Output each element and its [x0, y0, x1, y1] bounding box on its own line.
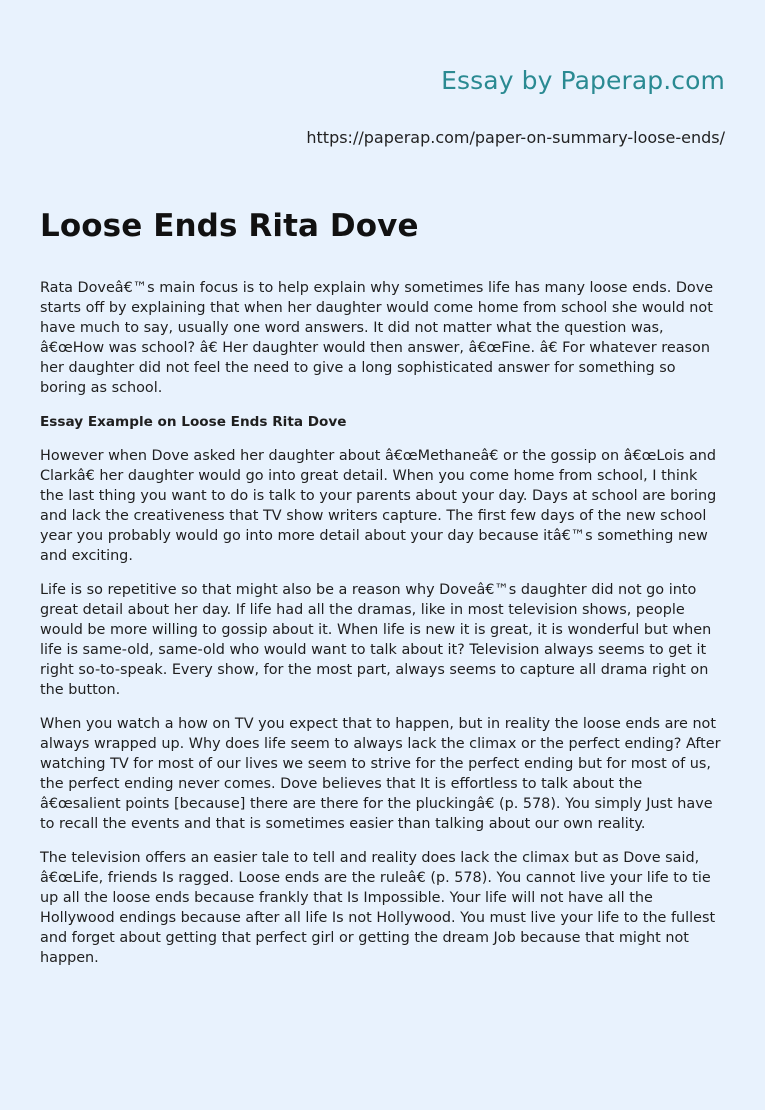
- source-url-link[interactable]: https://paperap.com/paper-on-summary-loose-ends/: [306, 128, 725, 147]
- paragraph: However when Dove asked her daughter about â€œMethaneâ€ or the gossip on â€œLois and Clarkâ€ her daughter would go into great detail. When you come home from school, I think the last thing you want to do is talk to your parents about your day. Days at school are boring and lack the creativeness that TV show writers capture. The first few days of the new school year you probably would go into more detail about your day because itâ€™s something new and exciting.: [40, 448, 717, 564]
- page-title: Loose Ends Rita Dove: [40, 208, 419, 244]
- site-brand-link[interactable]: Essay by Paperap.com: [441, 66, 725, 95]
- paragraph: The television offers an easier tale to tell and reality does lack the climax but as Dove said, â€œLife, friends Is ragged. Loose ends are the ruleâ€ (p. 578). You cannot live your life to tie up all the loose ends because frankly that Is Impossible. Your life will not have all the Hollywood endings because after all life Is not Hollywood. You must live your life to the fullest and forget about getting that perfect girl or getting the dream Job because that might not happen.: [40, 850, 716, 966]
- essay-example-heading: Essay Example on Loose Ends Rita Dove: [40, 414, 347, 430]
- paragraph: When you watch a how on TV you expect that to happen, but in reality the loose ends are not always wrapped up. Why does life seem to always lack the climax or the perfect ending? After watching TV for most of our lives we seem to strive for the perfect ending but for most of us, the perfect ending never comes. Dove believes that It is effortless to talk about the â€œsalient points [because] there are there for the pluckingâ€ (p. 578). You simply Just have to recall the events and that is sometimes easier than talking about our own reality.: [40, 716, 721, 832]
- article-body: [40, 278, 725, 982]
- paragraph: Rata Doveâ€™s main focus is to help explain why sometimes life has many loose ends. Dove starts off by explaining that when her daughter would come home from school she would not have much to say, usually one word answers. It did not matter what the question was, â€œHow was school? â€ Her daughter would then answer, â€œFine. â€ For whatever reason her daughter did not feel the need to give a long sophisticated answer for something so boring as school.: [40, 280, 714, 396]
- paragraph: Life is so repetitive so that might also be a reason why Doveâ€™s daughter did not go into great detail about her day. If life had all the dramas, like in most television shows, people would be more willing to gossip about it. When life is new it is great, it is wonderful but when life is same-old, same-old who would want to talk about it? Television always seems to get it right so-to-speak. Every show, for the most part, always seems to capture all drama right on the button.: [40, 582, 712, 698]
